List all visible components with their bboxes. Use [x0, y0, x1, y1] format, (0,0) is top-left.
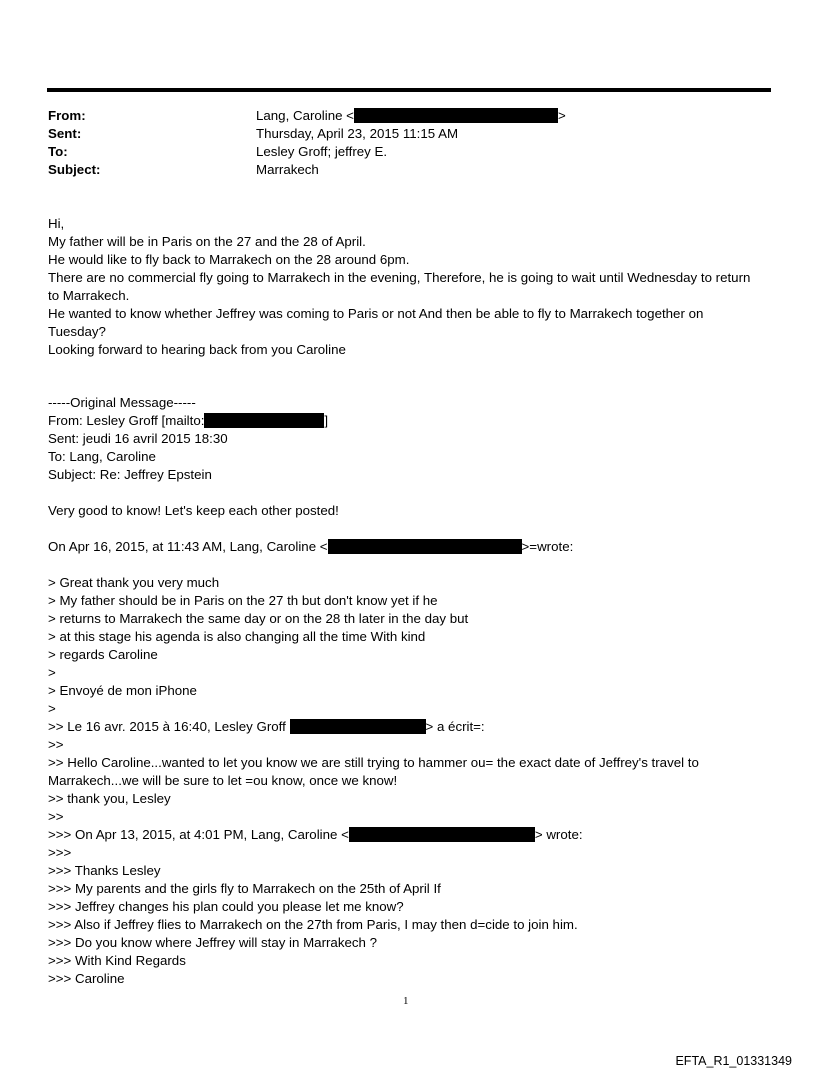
- quoted-line: >> thank you, Lesley: [48, 791, 171, 806]
- quoted-line: > regards Caroline: [48, 647, 158, 662]
- header-rule: [47, 88, 771, 92]
- original-sent: Sent: jeudi 16 avril 2015 18:30: [48, 431, 228, 446]
- original-wrote: [48, 538, 573, 556]
- redaction-bar: [354, 108, 558, 123]
- redaction-bar: [204, 413, 324, 428]
- to-value: Lesley Groff; jeffrey E.: [256, 144, 388, 159]
- original-subject: Subject: Re: Jeffrey Epstein: [48, 467, 212, 482]
- quoted-line: >: [48, 665, 56, 680]
- to-label: To:: [48, 144, 68, 159]
- original-to: To: Lang, Caroline: [48, 449, 156, 464]
- body-line: Tuesday?: [48, 324, 106, 339]
- quoted-line: >>> Thanks Lesley: [48, 863, 161, 878]
- subject-value: Marrakech: [256, 162, 319, 177]
- page-number: 1: [403, 995, 409, 1007]
- quoted-line: >>>: [48, 845, 72, 860]
- redaction-bar: [290, 719, 426, 734]
- quoted-intro-close: > wrote:: [534, 827, 583, 842]
- from-value-close: >: [557, 108, 566, 123]
- body-line: He would like to fly back to Marrakech on the 28 around 6pm.: [48, 252, 410, 267]
- from-value: [256, 107, 566, 125]
- quoted-line: > returns to Marrakech the same day or on the 28 th later in the day but: [48, 611, 469, 626]
- quoted-intro-close: > a écrit=:: [425, 719, 485, 734]
- original-divider: -----Original Message-----: [48, 395, 196, 410]
- quoted-line: > at this stage his agenda is also changing all the time With kind: [48, 629, 426, 644]
- redaction-bar: [349, 827, 535, 842]
- body-line: to Marrakech.: [48, 288, 130, 303]
- quoted-intro: [48, 718, 485, 736]
- quoted-line: > Envoyé de mon iPhone: [48, 683, 197, 698]
- quoted-intro-text: >> Le 16 avr. 2015 à 16:40, Lesley Groff: [48, 719, 290, 734]
- quoted-line: >>> My parents and the girls fly to Marrakech on the 25th of April If: [48, 881, 441, 896]
- quoted-line: >>> Do you know where Jeffrey will stay in Marrakech ?: [48, 935, 378, 950]
- quoted-line: >>> Caroline: [48, 971, 125, 986]
- quoted-line: > My father should be in Paris on the 27 th but don't know yet if he: [48, 593, 438, 608]
- original-wrote-close: >=wrote:: [521, 539, 574, 554]
- body-line: Looking forward to hearing back from you Caroline: [48, 342, 346, 357]
- sent-value: Thursday, April 23, 2015 11:15 AM: [256, 126, 459, 141]
- quoted-line: >>> With Kind Regards: [48, 953, 186, 968]
- quoted-line: >>> Also if Jeffrey flies to Marrakech on the 27th from Paris, I may then d=cide to join him.: [48, 917, 578, 932]
- quoted-intro: [48, 826, 583, 844]
- subject-label: Subject:: [48, 162, 101, 177]
- quoted-line: >>> Jeffrey changes his plan could you please let me know?: [48, 899, 404, 914]
- from-value-text: Lang, Caroline <: [256, 108, 354, 123]
- bates-number: EFTA_R1_01331349: [675, 1054, 792, 1068]
- original-from-close: ]: [324, 413, 329, 428]
- quoted-line: >: [48, 701, 56, 716]
- body-line: There are no commercial fly going to Marrakech in the evening, Therefore, he is going to wait until Wednesday to return: [48, 270, 751, 285]
- quoted-intro-text: >>> On Apr 13, 2015, at 4:01 PM, Lang, Caroline <: [48, 827, 349, 842]
- original-from: [48, 412, 328, 430]
- quoted-line: > Great thank you very much: [48, 575, 220, 590]
- original-from-text: From: Lesley Groff [mailto:: [48, 413, 205, 428]
- quoted-line: Marrakech...we will be sure to let =ou know, once we know!: [48, 773, 398, 788]
- original-wrote-text: On Apr 16, 2015, at 11:43 AM, Lang, Caroline <: [48, 539, 328, 554]
- from-label: From:: [48, 108, 86, 123]
- quoted-line: >> Hello Caroline...wanted to let you know we are still trying to hammer ou= the exact date of Jeffrey's travel to: [48, 755, 699, 770]
- sent-label: Sent:: [48, 126, 82, 141]
- body-line: Hi,: [48, 216, 65, 231]
- original-reply: Very good to know! Let's keep each other posted!: [48, 503, 339, 518]
- quoted-line: >>: [48, 809, 64, 824]
- body-line: He wanted to know whether Jeffrey was coming to Paris or not And then be able to fly to Marrakech together on: [48, 306, 704, 321]
- body-line: My father will be in Paris on the 27 and the 28 of April.: [48, 234, 366, 249]
- quoted-line: >>: [48, 737, 64, 752]
- redaction-bar: [328, 539, 522, 554]
